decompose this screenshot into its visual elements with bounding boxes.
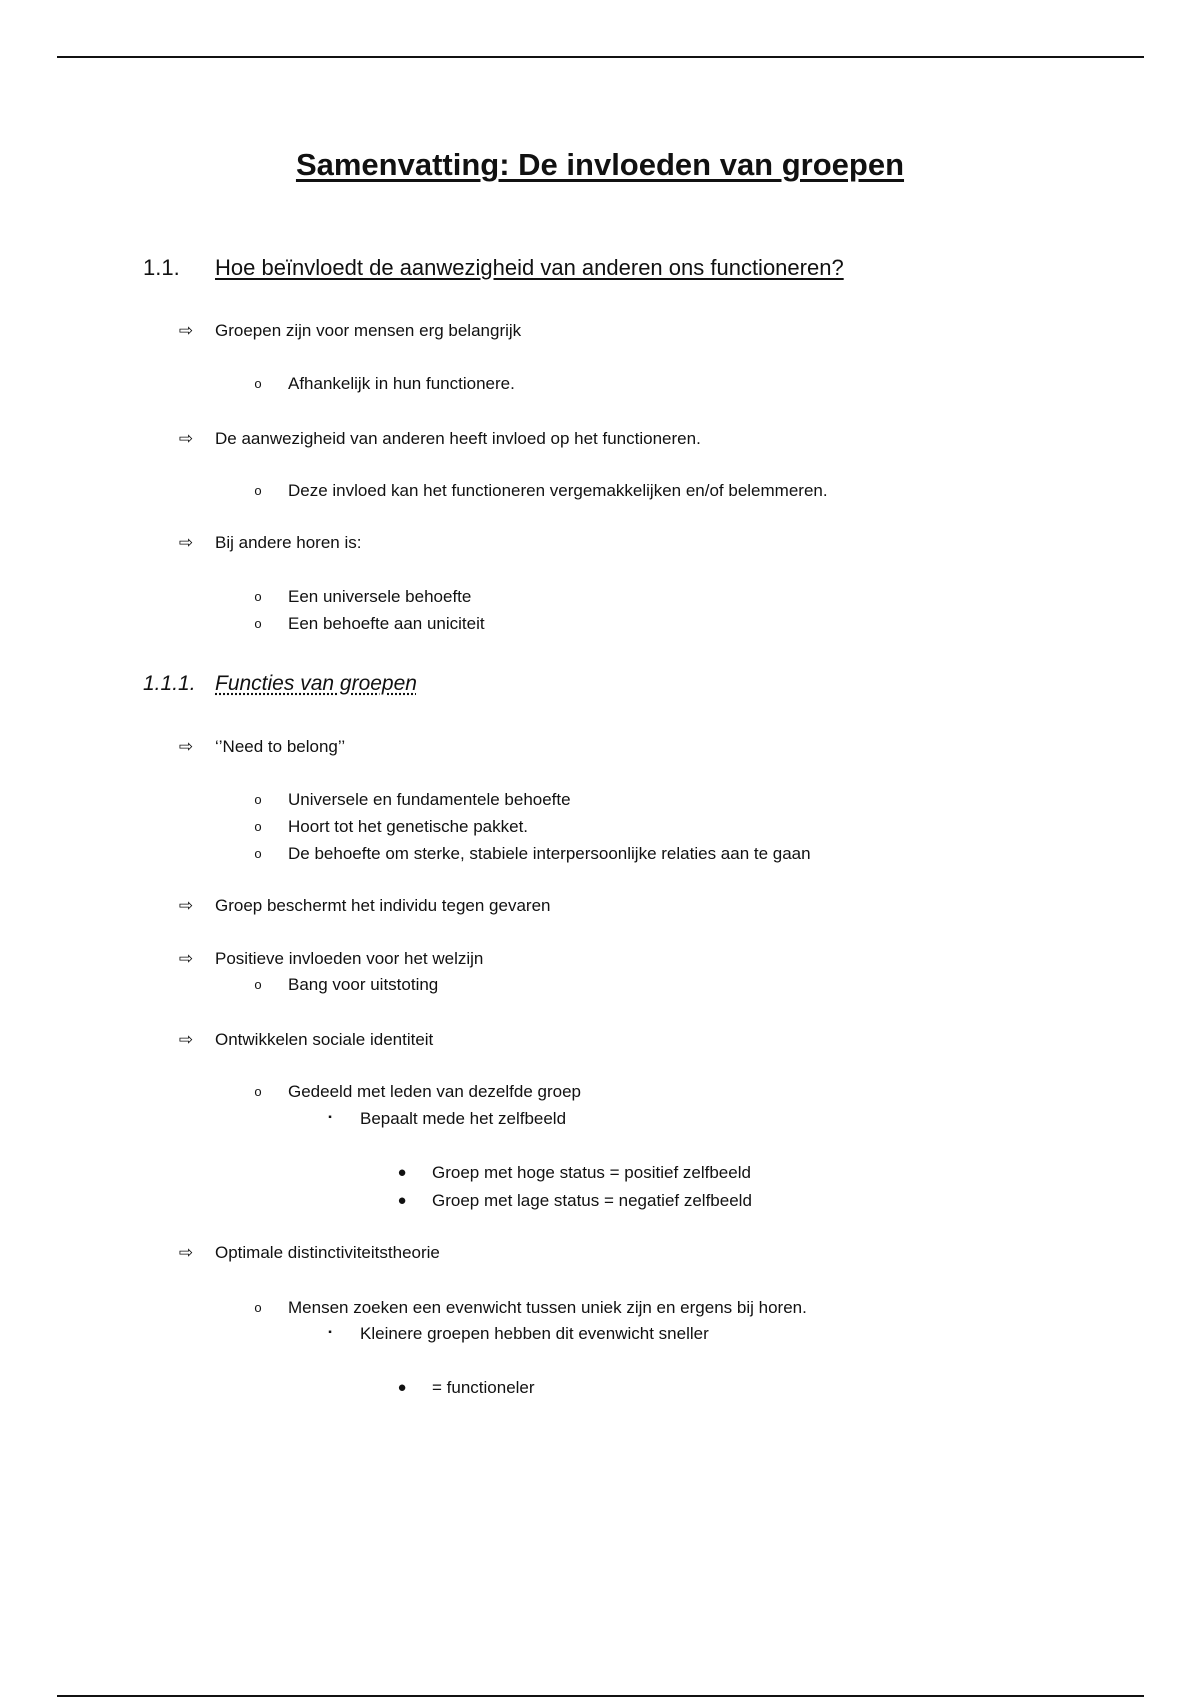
section-number: 1.1. [143, 255, 180, 280]
section-heading-1-1 [143, 255, 844, 281]
circle-bullet-icon: o [254, 376, 262, 391]
section-heading-1-1-1 [143, 672, 417, 696]
bottom-rule [57, 1695, 1144, 1697]
circle-bullet-icon: o [254, 792, 262, 807]
page-title: Samenvatting: De invloeden van groepen [295, 147, 905, 182]
section-number: 1.1.1. [143, 672, 196, 695]
circle-bullet-icon: o [254, 483, 262, 498]
section-title: Hoe beïnvloedt de aanwezigheid van anderen ons functioneren? [215, 255, 844, 280]
section-title: Functies van groepen [215, 672, 417, 695]
square-bullet-icon: ▪ [328, 1327, 332, 1338]
square-bullet-icon: ▪ [328, 1112, 332, 1123]
dot-bullet-icon: ● [397, 1192, 407, 1209]
arrow-icon: ⇨ [178, 429, 194, 448]
circle-bullet-icon: o [254, 616, 262, 631]
arrow-icon: ⇨ [178, 1030, 194, 1049]
arrow-icon: ⇨ [178, 737, 194, 756]
dot-bullet-icon: ● [397, 1379, 407, 1396]
circle-bullet-icon: o [254, 977, 262, 992]
arrow-icon: ⇨ [178, 321, 194, 340]
arrow-icon: ⇨ [178, 896, 194, 915]
circle-bullet-icon: o [254, 1300, 262, 1315]
arrow-icon: ⇨ [178, 949, 194, 968]
circle-bullet-icon: o [254, 819, 262, 834]
arrow-icon: ⇨ [178, 533, 194, 552]
circle-bullet-icon: o [254, 1084, 262, 1099]
arrow-icon: ⇨ [178, 1243, 194, 1262]
top-rule [57, 56, 1144, 58]
circle-bullet-icon: o [254, 846, 262, 861]
dot-bullet-icon: ● [397, 1164, 407, 1181]
circle-bullet-icon: o [254, 589, 262, 604]
